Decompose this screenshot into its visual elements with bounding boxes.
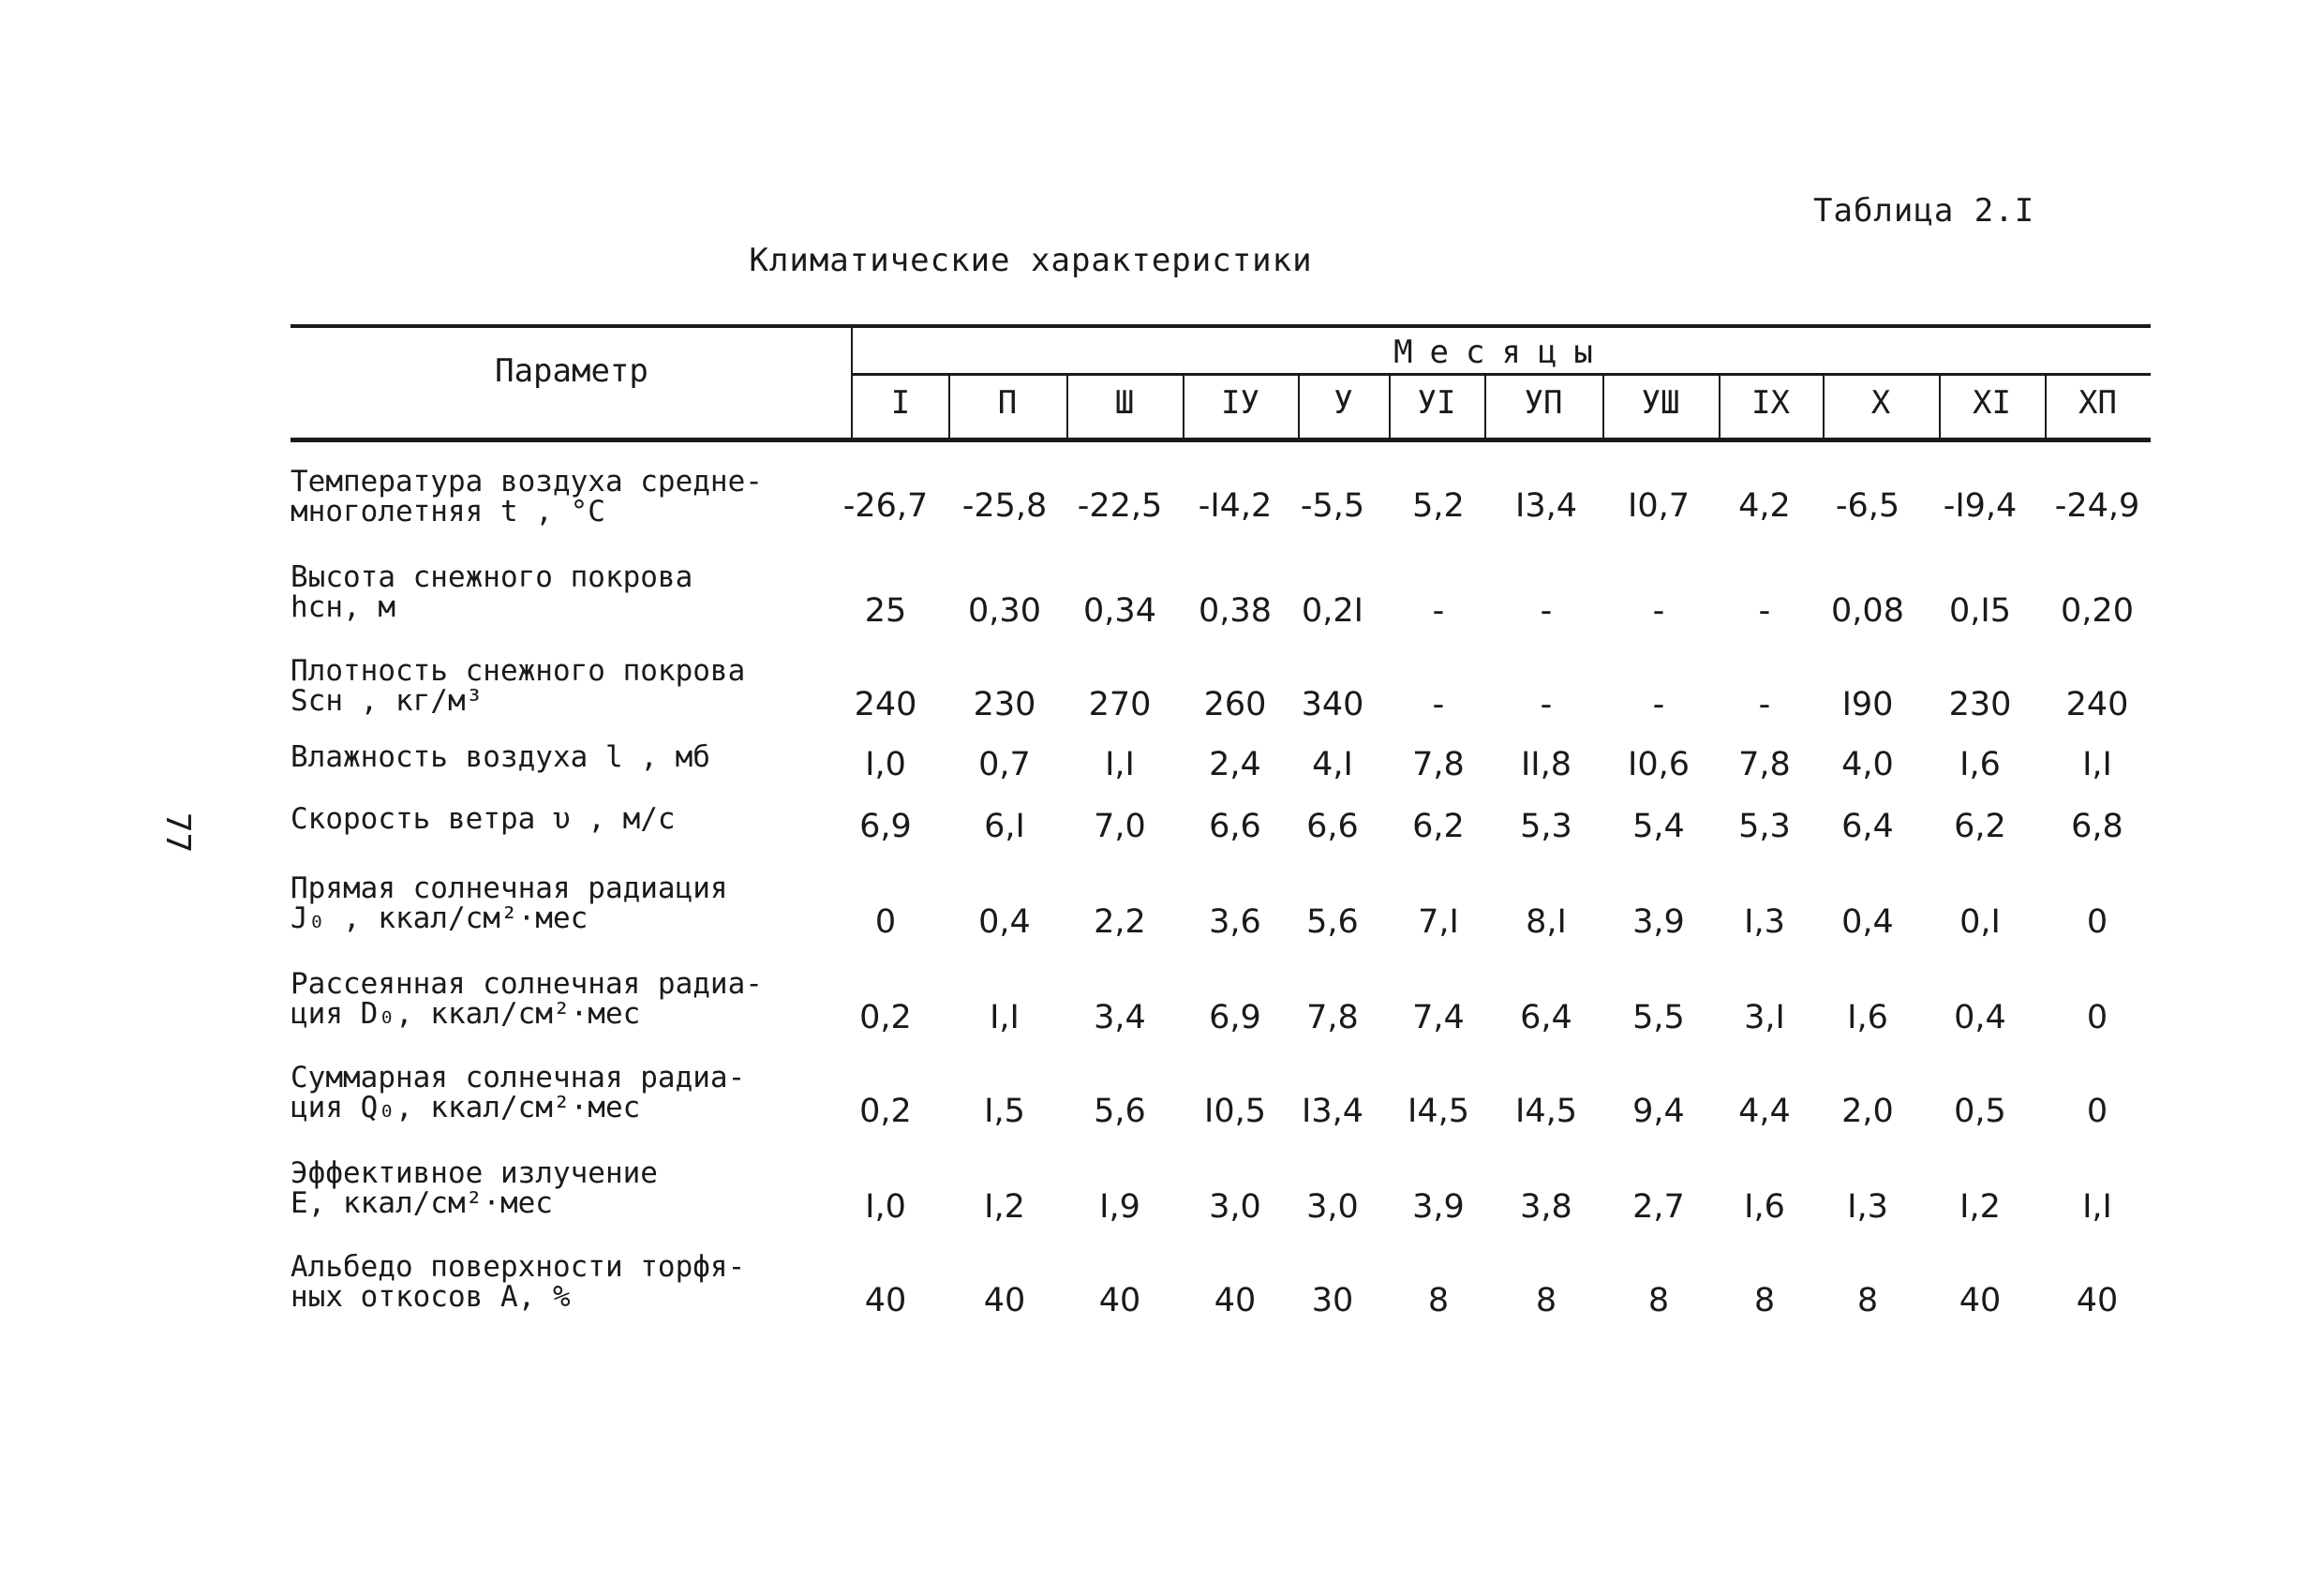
table-cell: 0,5 <box>1954 1093 2006 1130</box>
table-cell: 9,4 <box>1632 1093 1685 1130</box>
table-cell: 2,2 <box>1094 903 1146 941</box>
table-cell: 0 <box>874 903 897 941</box>
table-cell: 4,4 <box>1738 1093 1791 1130</box>
table-cell: - <box>1652 592 1665 630</box>
month-header-cell: УI <box>1417 384 1456 422</box>
table-cell: I0,5 <box>1204 1093 1266 1130</box>
table-cell: 8,I <box>1526 903 1567 941</box>
table-cell: - <box>1758 592 1771 630</box>
table-cell: 40 <box>864 1282 907 1319</box>
table-cell: 0,7 <box>978 746 1031 783</box>
months-column-header: Месяцы <box>1393 334 1610 371</box>
table-cell: 0 <box>2086 1093 2108 1130</box>
table-cell: -26,7 <box>842 487 929 525</box>
table-cell: 0,34 <box>1083 592 1156 630</box>
table-cell: 6,6 <box>1306 808 1359 845</box>
table-cell: -25,8 <box>961 487 1048 525</box>
table-cell: 0,2 <box>859 999 912 1036</box>
table-cell: 2,4 <box>1209 746 1261 783</box>
table-cell: I,I <box>990 999 1020 1036</box>
table-cell: 4,2 <box>1738 487 1791 525</box>
table-cell: 3,9 <box>1632 903 1685 941</box>
table-cell: 40 <box>983 1282 1026 1319</box>
table-cell: 6,2 <box>1954 808 2006 845</box>
table-cell: 8 <box>1427 1282 1450 1319</box>
table-cell: I,I <box>1105 746 1135 783</box>
table-cell: I,2 <box>1959 1188 2001 1226</box>
table-cell: 260 <box>1203 686 1267 723</box>
row-parameter-label: Скорость ветра υ , м/с <box>290 802 676 836</box>
table-cell: I,2 <box>984 1188 1025 1226</box>
table-cell: 7,8 <box>1412 746 1465 783</box>
table-cell: 230 <box>973 686 1036 723</box>
table-top-rule <box>290 324 2151 328</box>
table-cell: 40 <box>1214 1282 1257 1319</box>
table-cell: I3,4 <box>1302 1093 1363 1130</box>
table-cell: 340 <box>1301 686 1364 723</box>
table-cell: I3,4 <box>1515 487 1577 525</box>
row-parameter-label: Плотность снежного покрова Sсн , кг/м³ <box>290 654 746 718</box>
row-parameter-label: Суммарная солнечная радиа- ция Q₀, ккал/см²·мес <box>290 1061 746 1124</box>
table-cell: 5,6 <box>1306 903 1359 941</box>
month-header-cell: П <box>997 384 1018 422</box>
table-cell: 0,2I <box>1302 592 1363 630</box>
table-cell: 270 <box>1088 686 1152 723</box>
table-cell: - <box>1540 686 1553 723</box>
table-cell: I,I <box>2082 746 2112 783</box>
row-parameter-label: Эффективное излучение E, ккал/см²·мес <box>290 1156 658 1220</box>
table-cell: I4,5 <box>1515 1093 1577 1130</box>
table-title: Климатические характеристики <box>749 242 1313 279</box>
table-cell: 3,6 <box>1209 903 1261 941</box>
table-cell: I,3 <box>1847 1188 1888 1226</box>
table-cell: I,6 <box>1847 999 1888 1036</box>
row-parameter-label: Температура воздуха средне- многолетняя t , °C <box>290 465 763 529</box>
table-cell: 6,9 <box>1209 999 1261 1036</box>
page-number: 77 <box>158 811 198 854</box>
table-cell: 5,5 <box>1632 999 1685 1036</box>
table-cell: 0,20 <box>2061 592 2134 630</box>
table-cell: -I4,2 <box>1198 487 1273 525</box>
table-cell: I,9 <box>1099 1188 1140 1226</box>
table-cell: 0,4 <box>978 903 1031 941</box>
table-cell: I4,5 <box>1408 1093 1469 1130</box>
table-cell: I,5 <box>984 1093 1025 1130</box>
month-header-cell: У <box>1333 384 1353 422</box>
table-cell: 3,0 <box>1306 1188 1359 1226</box>
table-cell: 230 <box>1948 686 2012 723</box>
param-column-header: Параметр <box>495 352 648 390</box>
table-cell: 0,I5 <box>1949 592 2011 630</box>
table-cell: 0,4 <box>1954 999 2006 1036</box>
table-cell: 40 <box>2076 1282 2119 1319</box>
table-cell: I,0 <box>865 1188 906 1226</box>
row-parameter-label: Альбедо поверхности торфя- ных откосов A, % <box>290 1250 746 1314</box>
row-parameter-label: Высота снежного покрова hсн, м <box>290 560 693 624</box>
month-header-cell: УШ <box>1641 384 1680 422</box>
table-cell: 6,8 <box>2071 808 2123 845</box>
month-header-cell: IУ <box>1221 384 1259 422</box>
table-cell: II,8 <box>1520 746 1572 783</box>
month-header-cell: УП <box>1524 384 1563 422</box>
table-cell: I,3 <box>1744 903 1785 941</box>
months-header-rule <box>853 373 2151 376</box>
table-cell: 3,I <box>1744 999 1785 1036</box>
table-cell: 4,I <box>1312 746 1353 783</box>
table-cell: -22,5 <box>1077 487 1163 525</box>
table-cell: I0,6 <box>1628 746 1690 783</box>
table-cell: 6,2 <box>1412 808 1465 845</box>
table-cell: 5,2 <box>1412 487 1465 525</box>
table-cell: 0 <box>2086 999 2108 1036</box>
table-cell: 6,I <box>984 808 1025 845</box>
table-number: Таблица 2.I <box>1813 192 2035 230</box>
table-cell: 0 <box>2086 903 2108 941</box>
table-cell: 3,0 <box>1209 1188 1261 1226</box>
table-cell: 5,3 <box>1738 808 1791 845</box>
table-cell: -6,5 <box>1835 487 1900 525</box>
table-cell: 7,0 <box>1094 808 1146 845</box>
table-cell: 6,6 <box>1209 808 1261 845</box>
table-cell: 6,4 <box>1841 808 1894 845</box>
table-cell: I,6 <box>1959 746 2001 783</box>
table-cell: 7,8 <box>1738 746 1791 783</box>
month-header-cell: X <box>1870 384 1891 422</box>
row-parameter-label: Рассеянная солнечная радиа- ция D₀, ккал/см²·мес <box>290 967 763 1031</box>
row-parameter-label: Влажность воздуха l , мб <box>290 740 710 774</box>
table-cell: 0,08 <box>1831 592 1904 630</box>
table-cell: 0,2 <box>859 1093 912 1130</box>
table-cell: 7,8 <box>1306 999 1359 1036</box>
table-cell: 2,7 <box>1632 1188 1685 1226</box>
table-cell: 7,I <box>1418 903 1459 941</box>
month-header-cell: I <box>890 384 911 422</box>
table-cell: 5,4 <box>1632 808 1685 845</box>
table-cell: I0,7 <box>1628 487 1690 525</box>
month-header-cell: Ш <box>1114 384 1135 422</box>
table-cell: 40 <box>1959 1282 2002 1319</box>
table-cell: I90 <box>1841 686 1894 723</box>
table-cell: 25 <box>864 592 907 630</box>
table-cell: - <box>1540 592 1553 630</box>
table-cell: I,I <box>2082 1188 2112 1226</box>
table-cell: 3,8 <box>1520 1188 1572 1226</box>
table-cell: -24,9 <box>2054 487 2140 525</box>
table-cell: 8 <box>1647 1282 1670 1319</box>
table-cell: - <box>1758 686 1771 723</box>
table-cell: - <box>1432 686 1445 723</box>
month-header-cell: IX <box>1751 384 1790 422</box>
header-bottom-rule <box>290 438 2151 442</box>
table-cell: 0,38 <box>1199 592 1272 630</box>
table-cell: I,6 <box>1744 1188 1785 1226</box>
month-header-cell: XП <box>2078 384 2117 422</box>
table-cell: I,0 <box>865 746 906 783</box>
table-cell: - <box>1652 686 1665 723</box>
table-cell: 3,9 <box>1412 1188 1465 1226</box>
table-cell: 8 <box>1856 1282 1879 1319</box>
month-header-cell: XI <box>1973 384 2011 422</box>
table-cell: 8 <box>1535 1282 1557 1319</box>
table-cell: 2,0 <box>1841 1093 1894 1130</box>
table-cell: 240 <box>854 686 917 723</box>
table-cell: 4,0 <box>1841 746 1894 783</box>
table-cell: 30 <box>1311 1282 1354 1319</box>
table-cell: 7,4 <box>1412 999 1465 1036</box>
table-cell: 40 <box>1098 1282 1141 1319</box>
table-cell: -I9,4 <box>1943 487 2018 525</box>
table-cell: 0,I <box>1959 903 2001 941</box>
table-cell: 6,4 <box>1520 999 1572 1036</box>
table-cell: - <box>1432 592 1445 630</box>
table-cell: 0,30 <box>968 592 1041 630</box>
table-cell: 3,4 <box>1094 999 1146 1036</box>
table-cell: 0,4 <box>1841 903 1894 941</box>
table-cell: 240 <box>2065 686 2129 723</box>
table-cell: 6,9 <box>859 808 912 845</box>
table-cell: 8 <box>1753 1282 1776 1319</box>
table-cell: -5,5 <box>1300 487 1365 525</box>
table-cell: 5,6 <box>1094 1093 1146 1130</box>
table-cell: 5,3 <box>1520 808 1572 845</box>
row-parameter-label: Прямая солнечная радиация J₀ , ккал/см²·мес <box>290 871 728 935</box>
